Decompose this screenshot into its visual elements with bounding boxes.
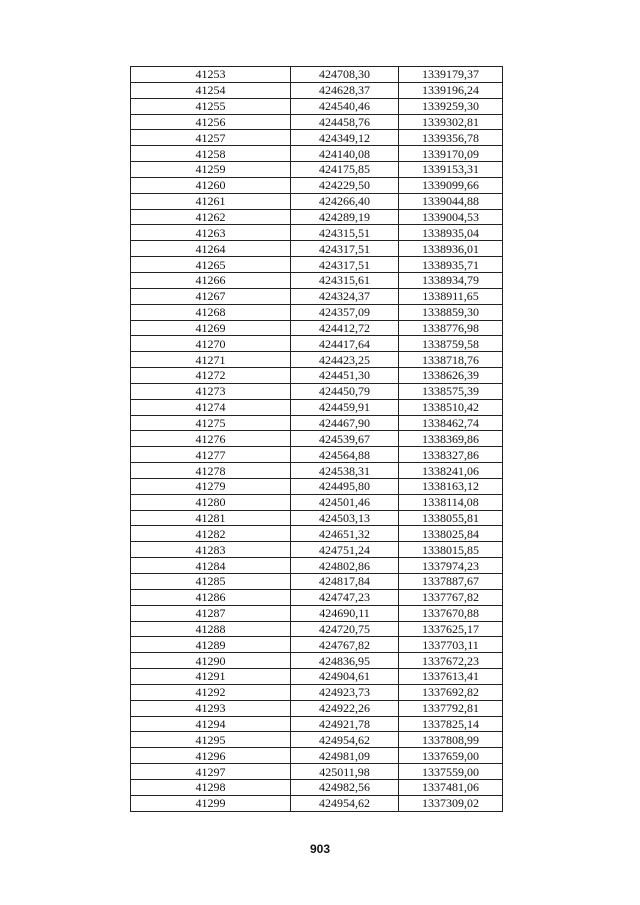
table-row: [131, 146, 503, 162]
point-number-cell: 41257: [131, 130, 291, 146]
point-number-cell: 41299: [131, 795, 291, 811]
table-row: [131, 241, 503, 257]
y-coordinate-cell: 1338575,39: [399, 383, 503, 399]
table-row: [131, 574, 503, 590]
table-row: [131, 272, 503, 288]
table-row: [131, 193, 503, 209]
y-coordinate-cell: 1337825,14: [399, 716, 503, 732]
table-row: [131, 288, 503, 304]
x-coordinate-cell: 424904,61: [291, 669, 399, 685]
y-coordinate-cell: 1339356,78: [399, 130, 503, 146]
x-coordinate-cell: 424503,13: [291, 510, 399, 526]
table-row: [131, 114, 503, 130]
x-coordinate-cell: 424802,86: [291, 558, 399, 574]
point-number-cell: 41292: [131, 684, 291, 700]
point-number-cell: 41285: [131, 574, 291, 590]
x-coordinate-cell: 424175,85: [291, 162, 399, 178]
table-row: [131, 653, 503, 669]
y-coordinate-cell: 1337670,88: [399, 605, 503, 621]
coordinates-table-container: [130, 66, 502, 812]
table-row: [131, 447, 503, 463]
point-number-cell: 41284: [131, 558, 291, 574]
table-row: [131, 605, 503, 621]
point-number-cell: 41278: [131, 463, 291, 479]
x-coordinate-cell: 424450,79: [291, 383, 399, 399]
y-coordinate-cell: 1337767,82: [399, 589, 503, 605]
point-number-cell: 41260: [131, 177, 291, 193]
y-coordinate-cell: 1339099,66: [399, 177, 503, 193]
y-coordinate-cell: 1338626,39: [399, 368, 503, 384]
y-coordinate-cell: 1337703,11: [399, 637, 503, 653]
point-number-cell: 41286: [131, 589, 291, 605]
x-coordinate-cell: 424767,82: [291, 637, 399, 653]
x-coordinate-cell: 424266,40: [291, 193, 399, 209]
point-number-cell: 41263: [131, 225, 291, 241]
x-coordinate-cell: 424349,12: [291, 130, 399, 146]
table-row: [131, 336, 503, 352]
x-coordinate-cell: 424229,50: [291, 177, 399, 193]
table-row: [131, 352, 503, 368]
x-coordinate-cell: 424921,78: [291, 716, 399, 732]
table-row: [131, 795, 503, 811]
coordinates-table-body: [131, 67, 503, 812]
table-row: [131, 431, 503, 447]
y-coordinate-cell: 1337692,82: [399, 684, 503, 700]
table-row: [131, 130, 503, 146]
x-coordinate-cell: 424751,24: [291, 542, 399, 558]
table-row: [131, 415, 503, 431]
y-coordinate-cell: 1337792,81: [399, 700, 503, 716]
point-number-cell: 41279: [131, 478, 291, 494]
x-coordinate-cell: 424981,09: [291, 748, 399, 764]
point-number-cell: 41272: [131, 368, 291, 384]
y-coordinate-cell: 1339004,53: [399, 209, 503, 225]
point-number-cell: 41288: [131, 621, 291, 637]
point-number-cell: 41269: [131, 320, 291, 336]
point-number-cell: 41281: [131, 510, 291, 526]
y-coordinate-cell: 1339259,30: [399, 98, 503, 114]
point-number-cell: 41265: [131, 257, 291, 273]
y-coordinate-cell: 1339196,24: [399, 82, 503, 98]
point-number-cell: 41287: [131, 605, 291, 621]
table-row: [131, 399, 503, 415]
point-number-cell: 41283: [131, 542, 291, 558]
y-coordinate-cell: 1338462,74: [399, 415, 503, 431]
table-row: [131, 320, 503, 336]
x-coordinate-cell: 424628,37: [291, 82, 399, 98]
y-coordinate-cell: 1338327,86: [399, 447, 503, 463]
y-coordinate-cell: 1338241,06: [399, 463, 503, 479]
y-coordinate-cell: 1338759,58: [399, 336, 503, 352]
table-row: [131, 748, 503, 764]
y-coordinate-cell: 1339170,09: [399, 146, 503, 162]
point-number-cell: 41267: [131, 288, 291, 304]
x-coordinate-cell: 424467,90: [291, 415, 399, 431]
y-coordinate-cell: 1338935,04: [399, 225, 503, 241]
y-coordinate-cell: 1339179,37: [399, 67, 503, 83]
x-coordinate-cell: 424315,61: [291, 272, 399, 288]
x-coordinate-cell: 424836,95: [291, 653, 399, 669]
y-coordinate-cell: 1338163,12: [399, 478, 503, 494]
point-number-cell: 41277: [131, 447, 291, 463]
x-coordinate-cell: 424690,11: [291, 605, 399, 621]
point-number-cell: 41262: [131, 209, 291, 225]
point-number-cell: 41273: [131, 383, 291, 399]
y-coordinate-cell: 1337559,00: [399, 764, 503, 780]
y-coordinate-cell: 1338911,65: [399, 288, 503, 304]
table-row: [131, 684, 503, 700]
x-coordinate-cell: 424324,37: [291, 288, 399, 304]
table-row: [131, 209, 503, 225]
table-row: [131, 764, 503, 780]
y-coordinate-cell: 1338510,42: [399, 399, 503, 415]
x-coordinate-cell: 424317,51: [291, 257, 399, 273]
y-coordinate-cell: 1339044,88: [399, 193, 503, 209]
x-coordinate-cell: 424417,64: [291, 336, 399, 352]
table-row: [131, 368, 503, 384]
table-row: [131, 589, 503, 605]
x-coordinate-cell: 424817,84: [291, 574, 399, 590]
table-row: [131, 383, 503, 399]
x-coordinate-cell: 424651,32: [291, 526, 399, 542]
y-coordinate-cell: 1338935,71: [399, 257, 503, 273]
coordinates-table: [130, 66, 503, 812]
x-coordinate-cell: 424458,76: [291, 114, 399, 130]
x-coordinate-cell: 424539,67: [291, 431, 399, 447]
y-coordinate-cell: 1337974,23: [399, 558, 503, 574]
table-row: [131, 510, 503, 526]
table-row: [131, 225, 503, 241]
point-number-cell: 41291: [131, 669, 291, 685]
point-number-cell: 41274: [131, 399, 291, 415]
table-row: [131, 304, 503, 320]
table-row: [131, 463, 503, 479]
point-number-cell: 41280: [131, 494, 291, 510]
y-coordinate-cell: 1337672,23: [399, 653, 503, 669]
y-coordinate-cell: 1337887,67: [399, 574, 503, 590]
x-coordinate-cell: 424315,51: [291, 225, 399, 241]
point-number-cell: 41256: [131, 114, 291, 130]
x-coordinate-cell: 424982,56: [291, 779, 399, 795]
x-coordinate-cell: 424423,25: [291, 352, 399, 368]
x-coordinate-cell: 424954,62: [291, 732, 399, 748]
x-coordinate-cell: 424495,80: [291, 478, 399, 494]
point-number-cell: 41275: [131, 415, 291, 431]
y-coordinate-cell: 1338776,98: [399, 320, 503, 336]
table-row: [131, 621, 503, 637]
table-row: [131, 162, 503, 178]
y-coordinate-cell: 1337481,06: [399, 779, 503, 795]
table-row: [131, 637, 503, 653]
x-coordinate-cell: 424720,75: [291, 621, 399, 637]
y-coordinate-cell: 1337808,99: [399, 732, 503, 748]
table-row: [131, 67, 503, 83]
y-coordinate-cell: 1338936,01: [399, 241, 503, 257]
x-coordinate-cell: 424747,23: [291, 589, 399, 605]
point-number-cell: 41264: [131, 241, 291, 257]
table-row: [131, 177, 503, 193]
x-coordinate-cell: 424538,31: [291, 463, 399, 479]
point-number-cell: 41296: [131, 748, 291, 764]
y-coordinate-cell: 1338369,86: [399, 431, 503, 447]
point-number-cell: 41290: [131, 653, 291, 669]
x-coordinate-cell: 424451,30: [291, 368, 399, 384]
x-coordinate-cell: 424501,46: [291, 494, 399, 510]
x-coordinate-cell: 424289,19: [291, 209, 399, 225]
point-number-cell: 41271: [131, 352, 291, 368]
x-coordinate-cell: 424708,30: [291, 67, 399, 83]
x-coordinate-cell: 424564,88: [291, 447, 399, 463]
x-coordinate-cell: 424954,62: [291, 795, 399, 811]
y-coordinate-cell: 1338015,85: [399, 542, 503, 558]
table-row: [131, 716, 503, 732]
point-number-cell: 41268: [131, 304, 291, 320]
y-coordinate-cell: 1338025,84: [399, 526, 503, 542]
point-number-cell: 41293: [131, 700, 291, 716]
y-coordinate-cell: 1338859,30: [399, 304, 503, 320]
table-row: [131, 82, 503, 98]
page-number: 903: [309, 842, 331, 856]
point-number-cell: 41253: [131, 67, 291, 83]
x-coordinate-cell: 424459,91: [291, 399, 399, 415]
table-row: [131, 542, 503, 558]
point-number-cell: 41289: [131, 637, 291, 653]
y-coordinate-cell: 1337659,00: [399, 748, 503, 764]
table-row: [131, 669, 503, 685]
point-number-cell: 41261: [131, 193, 291, 209]
y-coordinate-cell: 1338934,79: [399, 272, 503, 288]
point-number-cell: 41254: [131, 82, 291, 98]
y-coordinate-cell: 1338718,76: [399, 352, 503, 368]
table-row: [131, 257, 503, 273]
point-number-cell: 41276: [131, 431, 291, 447]
point-number-cell: 41258: [131, 146, 291, 162]
x-coordinate-cell: 424540,46: [291, 98, 399, 114]
y-coordinate-cell: 1339302,81: [399, 114, 503, 130]
point-number-cell: 41266: [131, 272, 291, 288]
x-coordinate-cell: 424922,26: [291, 700, 399, 716]
table-row: [131, 558, 503, 574]
table-row: [131, 526, 503, 542]
x-coordinate-cell: 424140,08: [291, 146, 399, 162]
table-row: [131, 98, 503, 114]
y-coordinate-cell: 1339153,31: [399, 162, 503, 178]
x-coordinate-cell: 424412,72: [291, 320, 399, 336]
table-row: [131, 494, 503, 510]
point-number-cell: 41282: [131, 526, 291, 542]
y-coordinate-cell: 1338114,08: [399, 494, 503, 510]
point-number-cell: 41294: [131, 716, 291, 732]
point-number-cell: 41295: [131, 732, 291, 748]
y-coordinate-cell: 1338055,81: [399, 510, 503, 526]
table-row: [131, 478, 503, 494]
point-number-cell: 41259: [131, 162, 291, 178]
x-coordinate-cell: 424357,09: [291, 304, 399, 320]
point-number-cell: 41255: [131, 98, 291, 114]
y-coordinate-cell: 1337625,17: [399, 621, 503, 637]
table-row: [131, 732, 503, 748]
x-coordinate-cell: 424923,73: [291, 684, 399, 700]
table-row: [131, 700, 503, 716]
y-coordinate-cell: 1337309,02: [399, 795, 503, 811]
x-coordinate-cell: 424317,51: [291, 241, 399, 257]
table-row: [131, 779, 503, 795]
point-number-cell: 41298: [131, 779, 291, 795]
x-coordinate-cell: 425011,98: [291, 764, 399, 780]
point-number-cell: 41297: [131, 764, 291, 780]
point-number-cell: 41270: [131, 336, 291, 352]
y-coordinate-cell: 1337613,41: [399, 669, 503, 685]
